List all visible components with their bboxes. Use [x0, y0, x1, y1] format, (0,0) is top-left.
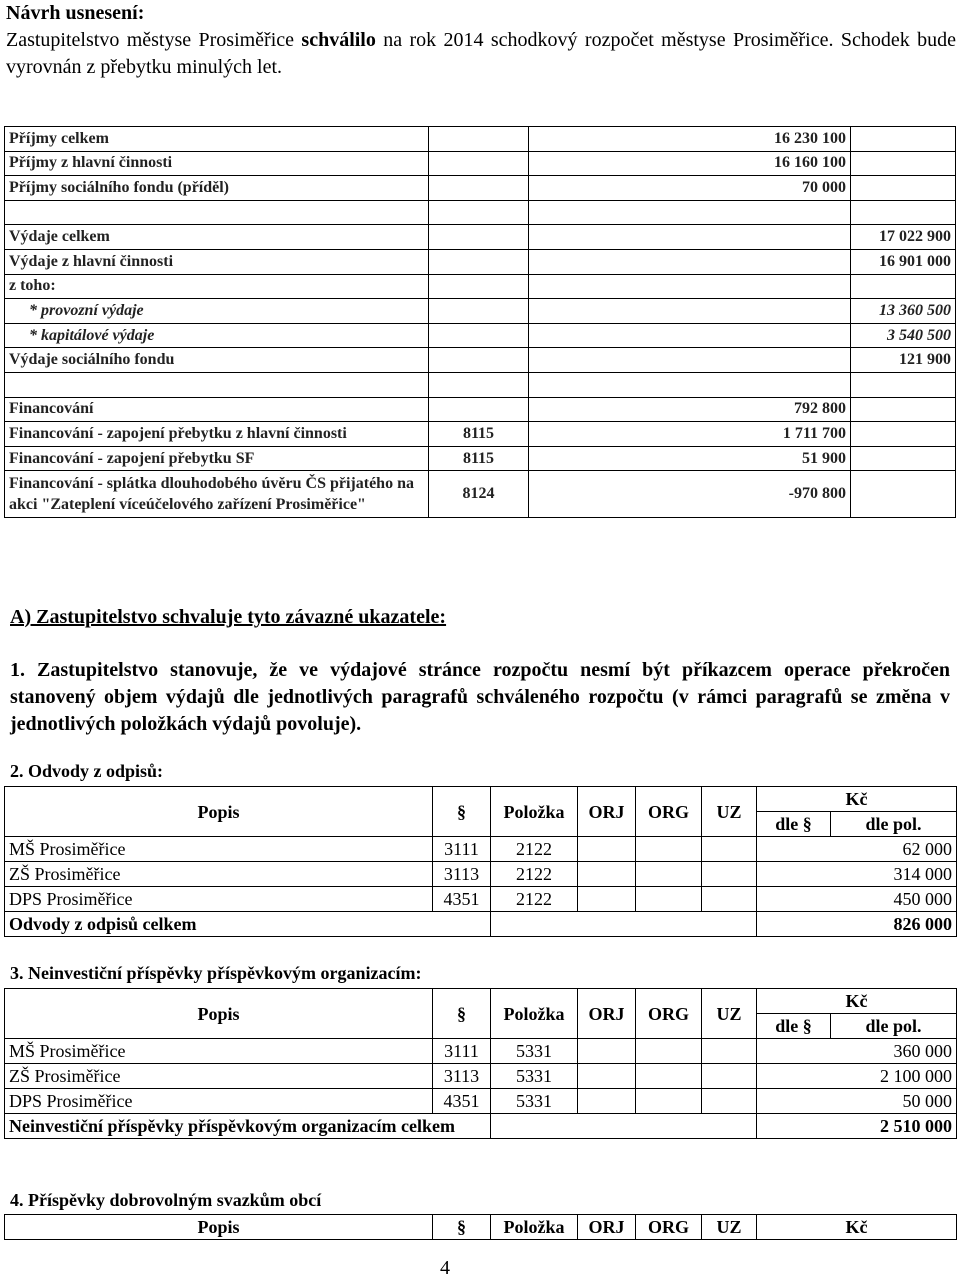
row-paragraf: 3113 [433, 862, 491, 887]
summary-code [429, 127, 529, 152]
table-header-row [5, 1215, 957, 1240]
header-uz: UZ [702, 787, 757, 837]
header-paragraf: § [433, 787, 491, 837]
summary-right-value: 3 540 500 [851, 323, 956, 348]
row-orj [578, 837, 636, 862]
row-paragraf: 3111 [433, 837, 491, 862]
summary-label: z toho: [5, 274, 429, 299]
table-row [5, 422, 956, 447]
budget-summary-table [4, 126, 956, 518]
summary-right-value [851, 446, 956, 471]
summary-label [5, 372, 429, 397]
row-popis: ZŠ Prosiměřice [5, 862, 433, 887]
table-row [5, 274, 956, 299]
summary-code [429, 151, 529, 176]
table-header-row [5, 989, 957, 1014]
table-row [5, 299, 956, 324]
neinvesticni-table [4, 988, 957, 1139]
row-org [636, 1064, 702, 1089]
row-orj [578, 887, 636, 912]
row-polozka: 5331 [491, 1089, 578, 1114]
row-paragraf: 3113 [433, 1064, 491, 1089]
row-polozka: 5331 [491, 1039, 578, 1064]
table-header-row [5, 787, 957, 812]
header-orj: ORJ [578, 787, 636, 837]
summary-label: Příjmy celkem [5, 127, 429, 152]
summary-label: Příjmy z hlavní činnosti [5, 151, 429, 176]
header-popis: Popis [5, 1215, 433, 1240]
row-popis: MŠ Prosiměřice [5, 837, 433, 862]
summary-label: Výdaje sociálního fondu [5, 348, 429, 373]
row-orj [578, 1064, 636, 1089]
header-uz: UZ [702, 989, 757, 1039]
row-org [636, 1089, 702, 1114]
summary-mid-value: 16 160 100 [529, 151, 851, 176]
table-total-row [5, 1114, 957, 1139]
table-row [5, 176, 956, 201]
total-value: 2 510 000 [757, 1114, 957, 1139]
summary-right-value [851, 471, 956, 518]
row-popis: DPS Prosiměřice [5, 1089, 433, 1114]
resolution-title: Návrh usnesení: [6, 2, 145, 24]
summary-right-value: 16 901 000 [851, 249, 956, 274]
row-polozka: 5331 [491, 1064, 578, 1089]
summary-right-value: 17 022 900 [851, 225, 956, 250]
summary-code [429, 225, 529, 250]
total-empty [491, 1114, 757, 1139]
row-orj [578, 1039, 636, 1064]
summary-code: 8115 [429, 422, 529, 447]
header-dle-paragraf: dle § [757, 812, 831, 837]
table-row [5, 1064, 957, 1089]
table-row [5, 1039, 957, 1064]
header-popis: Popis [5, 989, 433, 1039]
intro-text-bold: schválilo [301, 29, 376, 51]
summary-mid-value [529, 200, 851, 225]
header-org: ORG [636, 1215, 702, 1240]
header-paragraf: § [433, 989, 491, 1039]
row-kc: 314 000 [757, 862, 957, 887]
summary-mid-value [529, 249, 851, 274]
summary-right-value: 13 360 500 [851, 299, 956, 324]
summary-label: * provozní výdaje [5, 299, 429, 324]
summary-label: Výdaje celkem [5, 225, 429, 250]
table-row [5, 151, 956, 176]
row-kc: 450 000 [757, 887, 957, 912]
header-org: ORG [636, 989, 702, 1039]
summary-right-value [851, 200, 956, 225]
summary-mid-value [529, 372, 851, 397]
row-uz [702, 1039, 757, 1064]
summary-right-value [851, 397, 956, 422]
summary-code [429, 372, 529, 397]
row-kc: 62 000 [757, 837, 957, 862]
header-popis: Popis [5, 787, 433, 837]
summary-label: * kapitálové výdaje [5, 323, 429, 348]
row-uz [702, 837, 757, 862]
summary-code [429, 397, 529, 422]
table-row [5, 887, 957, 912]
summary-mid-value: -970 800 [529, 471, 851, 518]
table-row [5, 397, 956, 422]
summary-right-value [851, 176, 956, 201]
table-total-row [5, 912, 957, 937]
row-org [636, 837, 702, 862]
row-popis: MŠ Prosiměřice [5, 1039, 433, 1064]
header-kc: Kč [757, 1215, 957, 1240]
intro-text-before: Zastupitelstvo městyse Prosiměřice [6, 29, 302, 51]
summary-right-value [851, 127, 956, 152]
header-polozka: Položka [491, 1215, 578, 1240]
total-empty [491, 912, 757, 937]
row-uz [702, 1089, 757, 1114]
header-polozka: Položka [491, 787, 578, 837]
odvody-heading: 2. Odvody z odpisů: [10, 761, 164, 781]
svazky-heading: 4. Příspěvky dobrovolným svazkům obcí [10, 1190, 322, 1210]
header-orj: ORJ [578, 989, 636, 1039]
row-paragraf: 4351 [433, 887, 491, 912]
summary-mid-value: 1 711 700 [529, 422, 851, 447]
header-orj: ORJ [578, 1215, 636, 1240]
table-row [5, 200, 956, 225]
header-org: ORG [636, 787, 702, 837]
header-dle-paragraf: dle § [757, 1014, 831, 1039]
row-paragraf: 3111 [433, 1039, 491, 1064]
row-kc: 360 000 [757, 1039, 957, 1064]
summary-mid-value [529, 225, 851, 250]
summary-right-value: 121 900 [851, 348, 956, 373]
row-org [636, 887, 702, 912]
row-paragraf: 4351 [433, 1089, 491, 1114]
table-row [5, 1089, 957, 1114]
neinvesticni-heading: 3. Neinvestiční příspěvky příspěvkovým organizacím: [10, 963, 422, 983]
row-kc: 2 100 000 [757, 1064, 957, 1089]
row-polozka: 2122 [491, 862, 578, 887]
summary-code [429, 348, 529, 373]
summary-code [429, 176, 529, 201]
header-polozka: Položka [491, 989, 578, 1039]
total-label: Neinvestiční příspěvky příspěvkovým organizacím celkem [5, 1114, 491, 1139]
table-row [5, 862, 957, 887]
summary-label: Výdaje z hlavní činnosti [5, 249, 429, 274]
summary-label: Příjmy sociálního fondu (příděl) [5, 176, 429, 201]
summary-mid-value [529, 274, 851, 299]
summary-right-value [851, 151, 956, 176]
summary-right-value [851, 274, 956, 299]
summary-code [429, 274, 529, 299]
total-label: Odvody z odpisů celkem [5, 912, 491, 937]
table-row [5, 372, 956, 397]
summary-code: 8115 [429, 446, 529, 471]
header-uz: UZ [702, 1215, 757, 1240]
summary-label: Financování - zapojení přebytku z hlavní činnosti [5, 422, 429, 447]
row-org [636, 862, 702, 887]
table-row [5, 837, 957, 862]
resolution-intro [6, 0, 956, 81]
section-a-heading: A) Zastupitelstvo schvaluje tyto závazné ukazatele: [10, 606, 447, 628]
summary-mid-value: 51 900 [529, 446, 851, 471]
summary-code: 8124 [429, 471, 529, 518]
header-dle-polozky: dle pol. [831, 812, 957, 837]
summary-label [5, 200, 429, 225]
summary-label: Financování - zapojení přebytku SF [5, 446, 429, 471]
row-polozka: 2122 [491, 887, 578, 912]
row-uz [702, 862, 757, 887]
summary-mid-value: 792 800 [529, 397, 851, 422]
header-kc: Kč [757, 787, 957, 812]
table-row [5, 249, 956, 274]
table-row [5, 446, 956, 471]
table-row [5, 471, 956, 518]
summary-mid-value [529, 348, 851, 373]
table-row [5, 348, 956, 373]
summary-mid-value [529, 323, 851, 348]
summary-mid-value: 70 000 [529, 176, 851, 201]
table-row [5, 323, 956, 348]
table-row [5, 127, 956, 152]
total-value: 826 000 [757, 912, 957, 937]
summary-right-value [851, 372, 956, 397]
summary-code [429, 249, 529, 274]
summary-code [429, 299, 529, 324]
summary-right-value [851, 422, 956, 447]
row-kc: 50 000 [757, 1089, 957, 1114]
row-org [636, 1039, 702, 1064]
resolution-paragraph [6, 27, 956, 81]
row-uz [702, 1064, 757, 1089]
header-paragraf: § [433, 1215, 491, 1240]
row-popis: DPS Prosiměřice [5, 887, 433, 912]
intro-text-after: na rok 2014 schodkový rozpočet městyse Prosiměřice. Schodek bude vyrovnán z přebytku minulých let. [6, 29, 956, 78]
page-number: 4 [440, 1257, 450, 1279]
summary-mid-value [529, 299, 851, 324]
point-1-paragraph: 1. Zastupitelstvo stanovuje, že ve výdajové stránce rozpočtu nesmí být příkazcem operace překročen stanovený objem výdajů dle jednotlivých paragrafů schváleného rozpočtu (v rámci paragrafů se změna v jednotlivých položkách výdajů povoluje). [10, 659, 950, 735]
summary-code [429, 200, 529, 225]
table-row [5, 225, 956, 250]
row-orj [578, 862, 636, 887]
row-popis: ZŠ Prosiměřice [5, 1064, 433, 1089]
header-kc: Kč [757, 989, 957, 1014]
summary-code [429, 323, 529, 348]
summary-mid-value: 16 230 100 [529, 127, 851, 152]
row-polozka: 2122 [491, 837, 578, 862]
header-dle-polozky: dle pol. [831, 1014, 957, 1039]
row-uz [702, 887, 757, 912]
odvody-table [4, 786, 957, 937]
summary-label: Financování [5, 397, 429, 422]
row-orj [578, 1089, 636, 1114]
summary-label: Financování - splátka dlouhodobého úvěru ČS přijatého na akci "Zateplení víceúčelového zařízení Prosiměřice" [5, 471, 429, 518]
svazky-table [4, 1214, 957, 1240]
